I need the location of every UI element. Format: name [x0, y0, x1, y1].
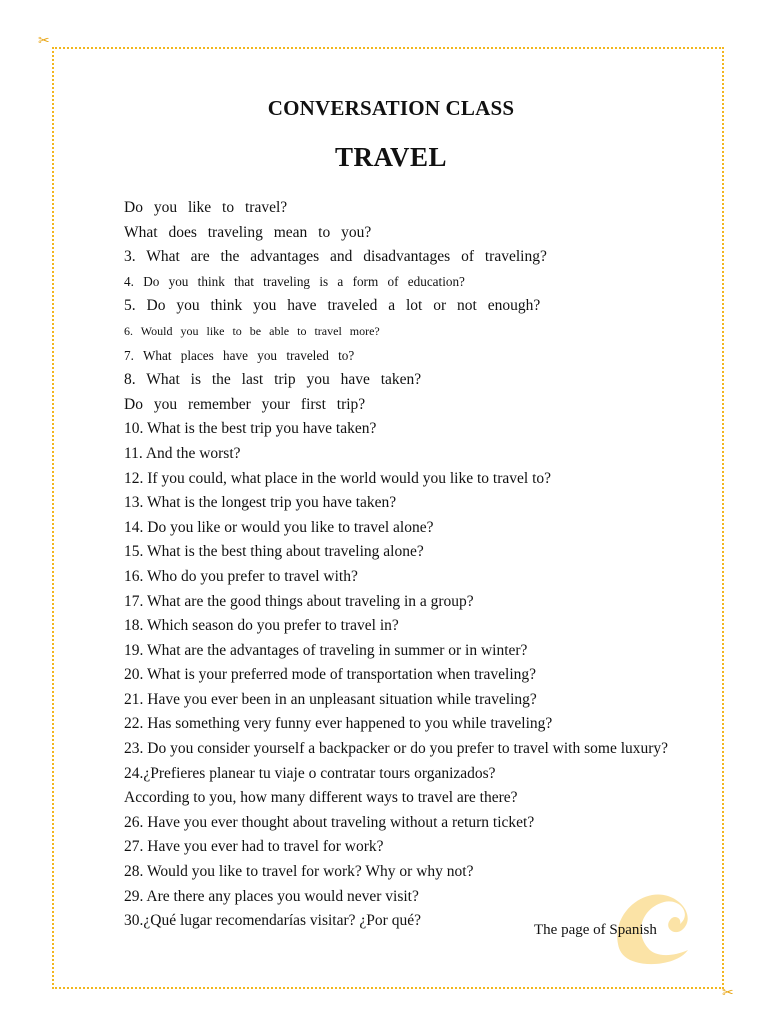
list-item: 10. What is the best trip you have taken? [124, 420, 377, 438]
class-title: CONVERSATION CLASS [267, 96, 515, 120]
list-item: 22. Has something very funny ever happened to you while traveling? [124, 715, 553, 733]
list-item: Do you remember your first trip? [124, 395, 366, 413]
brand-label: The page of Spanish [534, 922, 657, 938]
list-item: 15. What is the best thing about traveling alone? [124, 543, 424, 561]
list-item: 21. Have you ever been in an unpleasant situation while traveling? [124, 690, 537, 708]
list-item: According to you, how many different ways to travel are there? [124, 789, 518, 807]
question-list [124, 196, 724, 934]
list-item: 17. What are the good things about traveling in a group? [124, 592, 474, 610]
list-item: 29. Are there any places you would never visit? [124, 887, 419, 905]
list-item: 11. And the worst? [124, 444, 241, 462]
list-item: 3. What are the advantages and disadvantages of traveling? [124, 248, 547, 266]
list-item: Do you like to travel? [124, 199, 288, 216]
list-item: 8. What is the last trip you have taken? [124, 371, 422, 389]
list-item: What does traveling mean to you? [124, 223, 372, 241]
topic-title: TRAVEL [334, 142, 448, 172]
list-item: 20. What is your preferred mode of transportation when traveling? [124, 666, 537, 684]
list-item: 23. Do you consider yourself a backpacker or do you prefer to travel with some luxury? [124, 740, 669, 758]
list-item: 19. What are the advantages of traveling in summer or in winter? [124, 641, 528, 659]
scissors-icon: ✂ [38, 33, 50, 49]
list-item: 12. If you could, what place in the world would you like to travel to? [124, 469, 552, 487]
list-item: 28. Would you like to travel for work? Why or why not? [124, 863, 474, 881]
list-item: 30.¿Qué lugar recomendarías visitar? ¿Por qué? [124, 912, 421, 930]
list-item: 27. Have you ever had to travel for work? [124, 838, 384, 856]
list-item: 18. Which season do you prefer to travel in? [124, 617, 399, 635]
list-item: 7. What places have you traveled to? [124, 347, 355, 363]
list-item: 13. What is the longest trip you have taken? [124, 494, 397, 512]
scissors-icon: ✂ [722, 985, 734, 1001]
list-item: 14. Do you like or would you like to travel alone? [124, 518, 434, 536]
list-item: 24.¿Prefieres planear tu viaje o contratar tours organizados? [124, 764, 496, 782]
list-item: 6. Would you like to be able to travel more? [124, 323, 380, 338]
list-item: 4. Do you think that traveling is a form of education? [124, 273, 465, 289]
list-item: 26. Have you ever thought about traveling without a return ticket? [124, 813, 535, 831]
list-item: 5. Do you think you have traveled a lot or not enough? [124, 297, 541, 315]
list-item: 16. Who do you prefer to travel with? [124, 567, 358, 585]
